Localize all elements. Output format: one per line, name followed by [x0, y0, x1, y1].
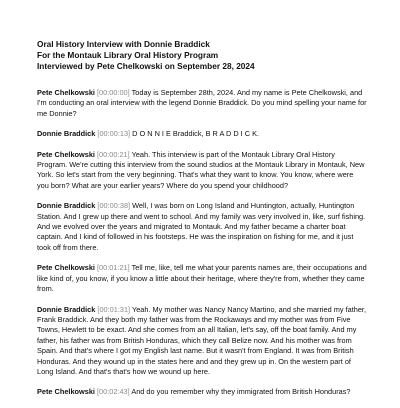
transcript-paragraph	[37, 263, 367, 294]
speaker-name: Pete Chelkowski	[37, 149, 95, 159]
transcript-paragraph	[37, 88, 367, 119]
transcript-paragraph	[37, 129, 367, 139]
timestamp: [00:00:21]	[97, 149, 130, 159]
speaker-name: Pete Chelkowski	[37, 263, 95, 273]
speaker-name: Pete Chelkowski	[37, 88, 95, 97]
transcript-paragraph	[37, 150, 367, 192]
timestamp: [00:01:31]	[97, 304, 131, 314]
speaker-name: Donnie Braddick	[37, 304, 96, 314]
timestamp: [00:00:13]	[97, 129, 131, 139]
paragraph-text: Today is September 28th, 2024. And my name is Pete Chelkowski, and I'm conducting an oral interview with the legend Donnie Braddick. Do you mind spelling your name for me Donnie?	[37, 88, 367, 118]
speaker-name: Donnie Braddick	[37, 129, 96, 139]
paragraph-text: And do you remember why they immigrated from British Honduras?	[131, 387, 351, 397]
paragraph-text: Well, I was born on Long Island and Huntington, actually, Huntington Station. And I grew up there and went to school. And my family was very involved in, like, surf fishing. And we evolved over the years and migrated to Montauk. And my father became a charter boat captain. And I kind of followed in his footsteps. He was the inspiration on fishing for me, and it just took off from there.	[37, 201, 366, 252]
transcript-page	[37, 39, 367, 408]
timestamp: [00:02:43]	[97, 387, 130, 397]
document-title	[37, 39, 367, 72]
paragraph-text: Yeah. This interview is part of the Montauk Library Oral History Program. We're cutting this interview from the sound studios at the Montauk Library in Montauk, New York. So let's start from the very beginning. That's what they want to know. You know, where were you born? What are your earlier years? Where do you spend your childhood?	[37, 149, 365, 190]
speaker-name: Pete Chelkowski	[37, 387, 95, 397]
speaker-name: Donnie Braddick	[37, 201, 96, 211]
transcript-paragraph	[37, 201, 367, 253]
transcript-paragraph	[37, 387, 367, 397]
timestamp: [00:01:21]	[97, 263, 130, 273]
timestamp: [00:00:00]	[97, 88, 130, 97]
paragraph-text: Tell me, like, tell me what your parents names are, their occupations and like kind of, you know, if you know a little about their heritage, where they're from, whether they came from.	[37, 263, 367, 294]
subtitle-line: For the Montauk Library Oral History Program	[37, 50, 219, 60]
transcript-paragraph	[37, 305, 367, 378]
paragraph-text: Yeah. My mother was Nancy Nancy Martino, and she married my father, Frank Braddick. And they both my father was from the Rockaways and my mother was from Five Towns, Hewlett to be exact. And she comes from an all Italian, let's say, off the boat family. And my father, his father was from British Honduras, which they call Belize now. And his mother was from Spain. And that's where I got my English last name. But it wasn't from England. It was from British Honduras. And they wound up in the states here and and they grew up in. On the western part of Long Island. And that's that's how we wound up here.	[37, 304, 367, 376]
paragraph-text: D O N N I E Braddick, B R A D D I C K.	[132, 129, 260, 139]
timestamp: [00:00:38]	[97, 201, 131, 211]
interviewer-line: Interviewed by Pete Chelkowski on September 28, 2024	[37, 61, 255, 71]
title-line: Oral History Interview with Donnie Braddick	[37, 39, 210, 49]
